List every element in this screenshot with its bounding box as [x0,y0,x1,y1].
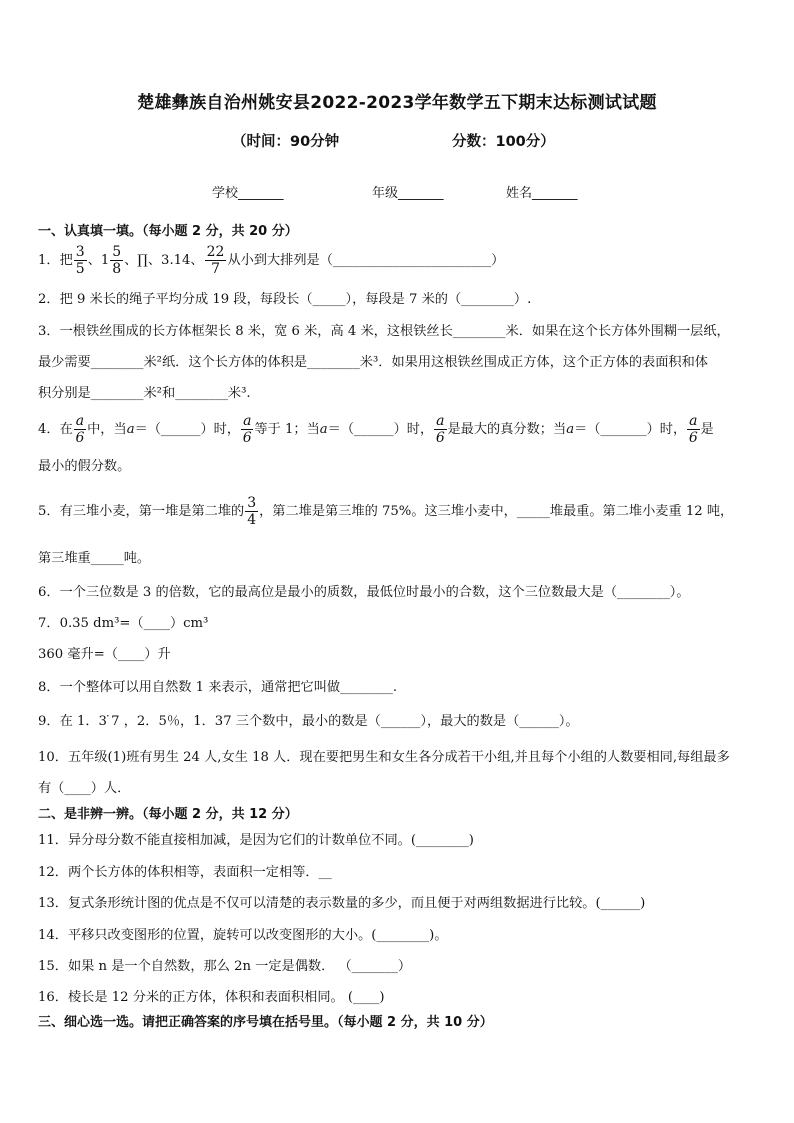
question-9: 9．在 1．3 ̇7 ，2．5％，1．37 三个数中，最小的数是（______），最大的数是（______）。 [38,714,579,729]
question-5-line-2: 第三堆重_____吨。 [38,551,151,566]
question-16: 16．棱长是 12 分米的正方体，体积和表面积相同。 (____) [38,990,385,1005]
question-4-line-2: 最小的假分数。 [38,459,131,474]
question-7a: 7．0.35 dm³=（____）cm³ [38,616,209,631]
question-14: 14．平移只改变图形的位置，旋转可以改变图形的大小。(________)。 [38,928,448,943]
q4-text: 等于 1；当 [254,422,320,437]
name-field: 姓名_______ [506,186,578,201]
question-6: 6．一个三位数是 3 的倍数，它的最高位是最小的质数，最低位时最小的合数，这个三位数最大是（________）。 [38,585,690,600]
q4-text: 是最大的真分数；当 [447,422,567,437]
section-1-heading: 一、认真填一填。（每小题 2 分，共 20 分） [38,224,298,239]
q4-text: ＝（______）时， [134,422,241,437]
question-15: 15．如果 n 是一个自然数，那么 2n 一定是偶数． （_______） [38,959,412,974]
section-2-heading: 二、是非辨一辨。（每小题 2 分，共 12 分） [38,807,298,822]
q4-var: a [566,422,575,437]
exam-title: 楚雄彝族自治州姚安县2022-2023学年数学五下期末达标测试试题 [137,93,657,113]
question-3-line-3: 积分别是________米²和________米³. [38,386,251,401]
total-score: 分数：100分） [452,134,555,150]
question-11: 11．异分母分数不能直接相加减，是因为它们的计数单位不同。(________) [38,833,474,848]
q4-var: a [126,422,135,437]
fraction-3-5: $\frac{3}{5}$ [75,244,85,277]
question-10-line-2: 有（____）人． [38,781,131,796]
q1-text-pre: 1．把 [38,253,73,268]
question-5 [38,496,733,527]
q5-text: ，第二堆是第三堆的 75%。这三堆小麦中，_____堆最重。第二堆小麦重 12 吨， [259,504,734,519]
q4-text: ＝（_______）时， [574,422,687,437]
q1-text-post: 从小到大排列是（________________________） [227,253,505,268]
q4-var: a [319,422,328,437]
grade-field: 年级_______ [372,186,444,201]
fraction-a-6: $\frac{a}{6}$ [75,413,85,446]
question-13: 13．复式条形统计图的优点是不仅可以清楚的表示数量的多少，而且便于对两组数据进行比较。(______) [38,896,646,911]
fraction-a-6: $\frac{a}{6}$ [688,413,698,446]
fraction-3-4: $\frac{3}{4}$ [247,495,257,528]
question-3-line-2: 最少需要________米²纸．这个长方体的体积是________米³．如果用这根铁丝围成正方体，这个正方体的表面积和体 [38,355,708,370]
question-4 [38,414,714,445]
question-2: 2．把 9 米长的绳子平均分成 19 段，每段长（_____），每段是 7 米的（________）. [38,292,532,307]
question-3-line-1: 3．一根铁丝围成的长方体框架长 8 米，宽 6 米，高 4 米，这根铁丝长________米．如果在这个长方体外围糊一层纸， [38,324,730,339]
q4-text: 中，当 [87,422,127,437]
school-field: 学校_______ [212,186,284,201]
q1-text-mid: 、∏、3.14、 [124,253,204,268]
question-8: 8．一个整体可以用自然数 1 来表示，通常把它叫做________. [38,680,398,695]
section-3-heading: 三、细心选一选。请把正确答案的序号填在括号里。（每小题 2 分，共 10 分） [38,1015,493,1030]
fraction-a-6: $\frac{a}{6}$ [435,413,445,446]
question-7b: 360 毫升=（____）升 [38,647,171,662]
question-1 [38,245,504,276]
q1-text-sep: 、1 [87,253,110,268]
question-12: 12．两个长方体的体积相等，表面积一定相等．__ [38,865,332,880]
q4-text: ＝（______）时， [327,422,434,437]
question-10-line-1: 10．五年级(1)班有男生 24 人,女生 18 人．现在要把男生和女生各分成若干小组,并且每个小组的人数要相同,每组最多 [38,750,730,765]
q5-text: 5．有三堆小麦，第一堆是第二堆的 [38,504,245,519]
fraction-22-7: $\frac{22}{7}$ [206,244,225,277]
time-limit: （时间：90分钟 [232,134,340,150]
fraction-a-6: $\frac{a}{6}$ [242,413,252,446]
fraction-5-8: $\frac{5}{8}$ [112,244,122,277]
q4-text: 是 [700,422,714,437]
q4-text: 4．在 [38,422,73,437]
